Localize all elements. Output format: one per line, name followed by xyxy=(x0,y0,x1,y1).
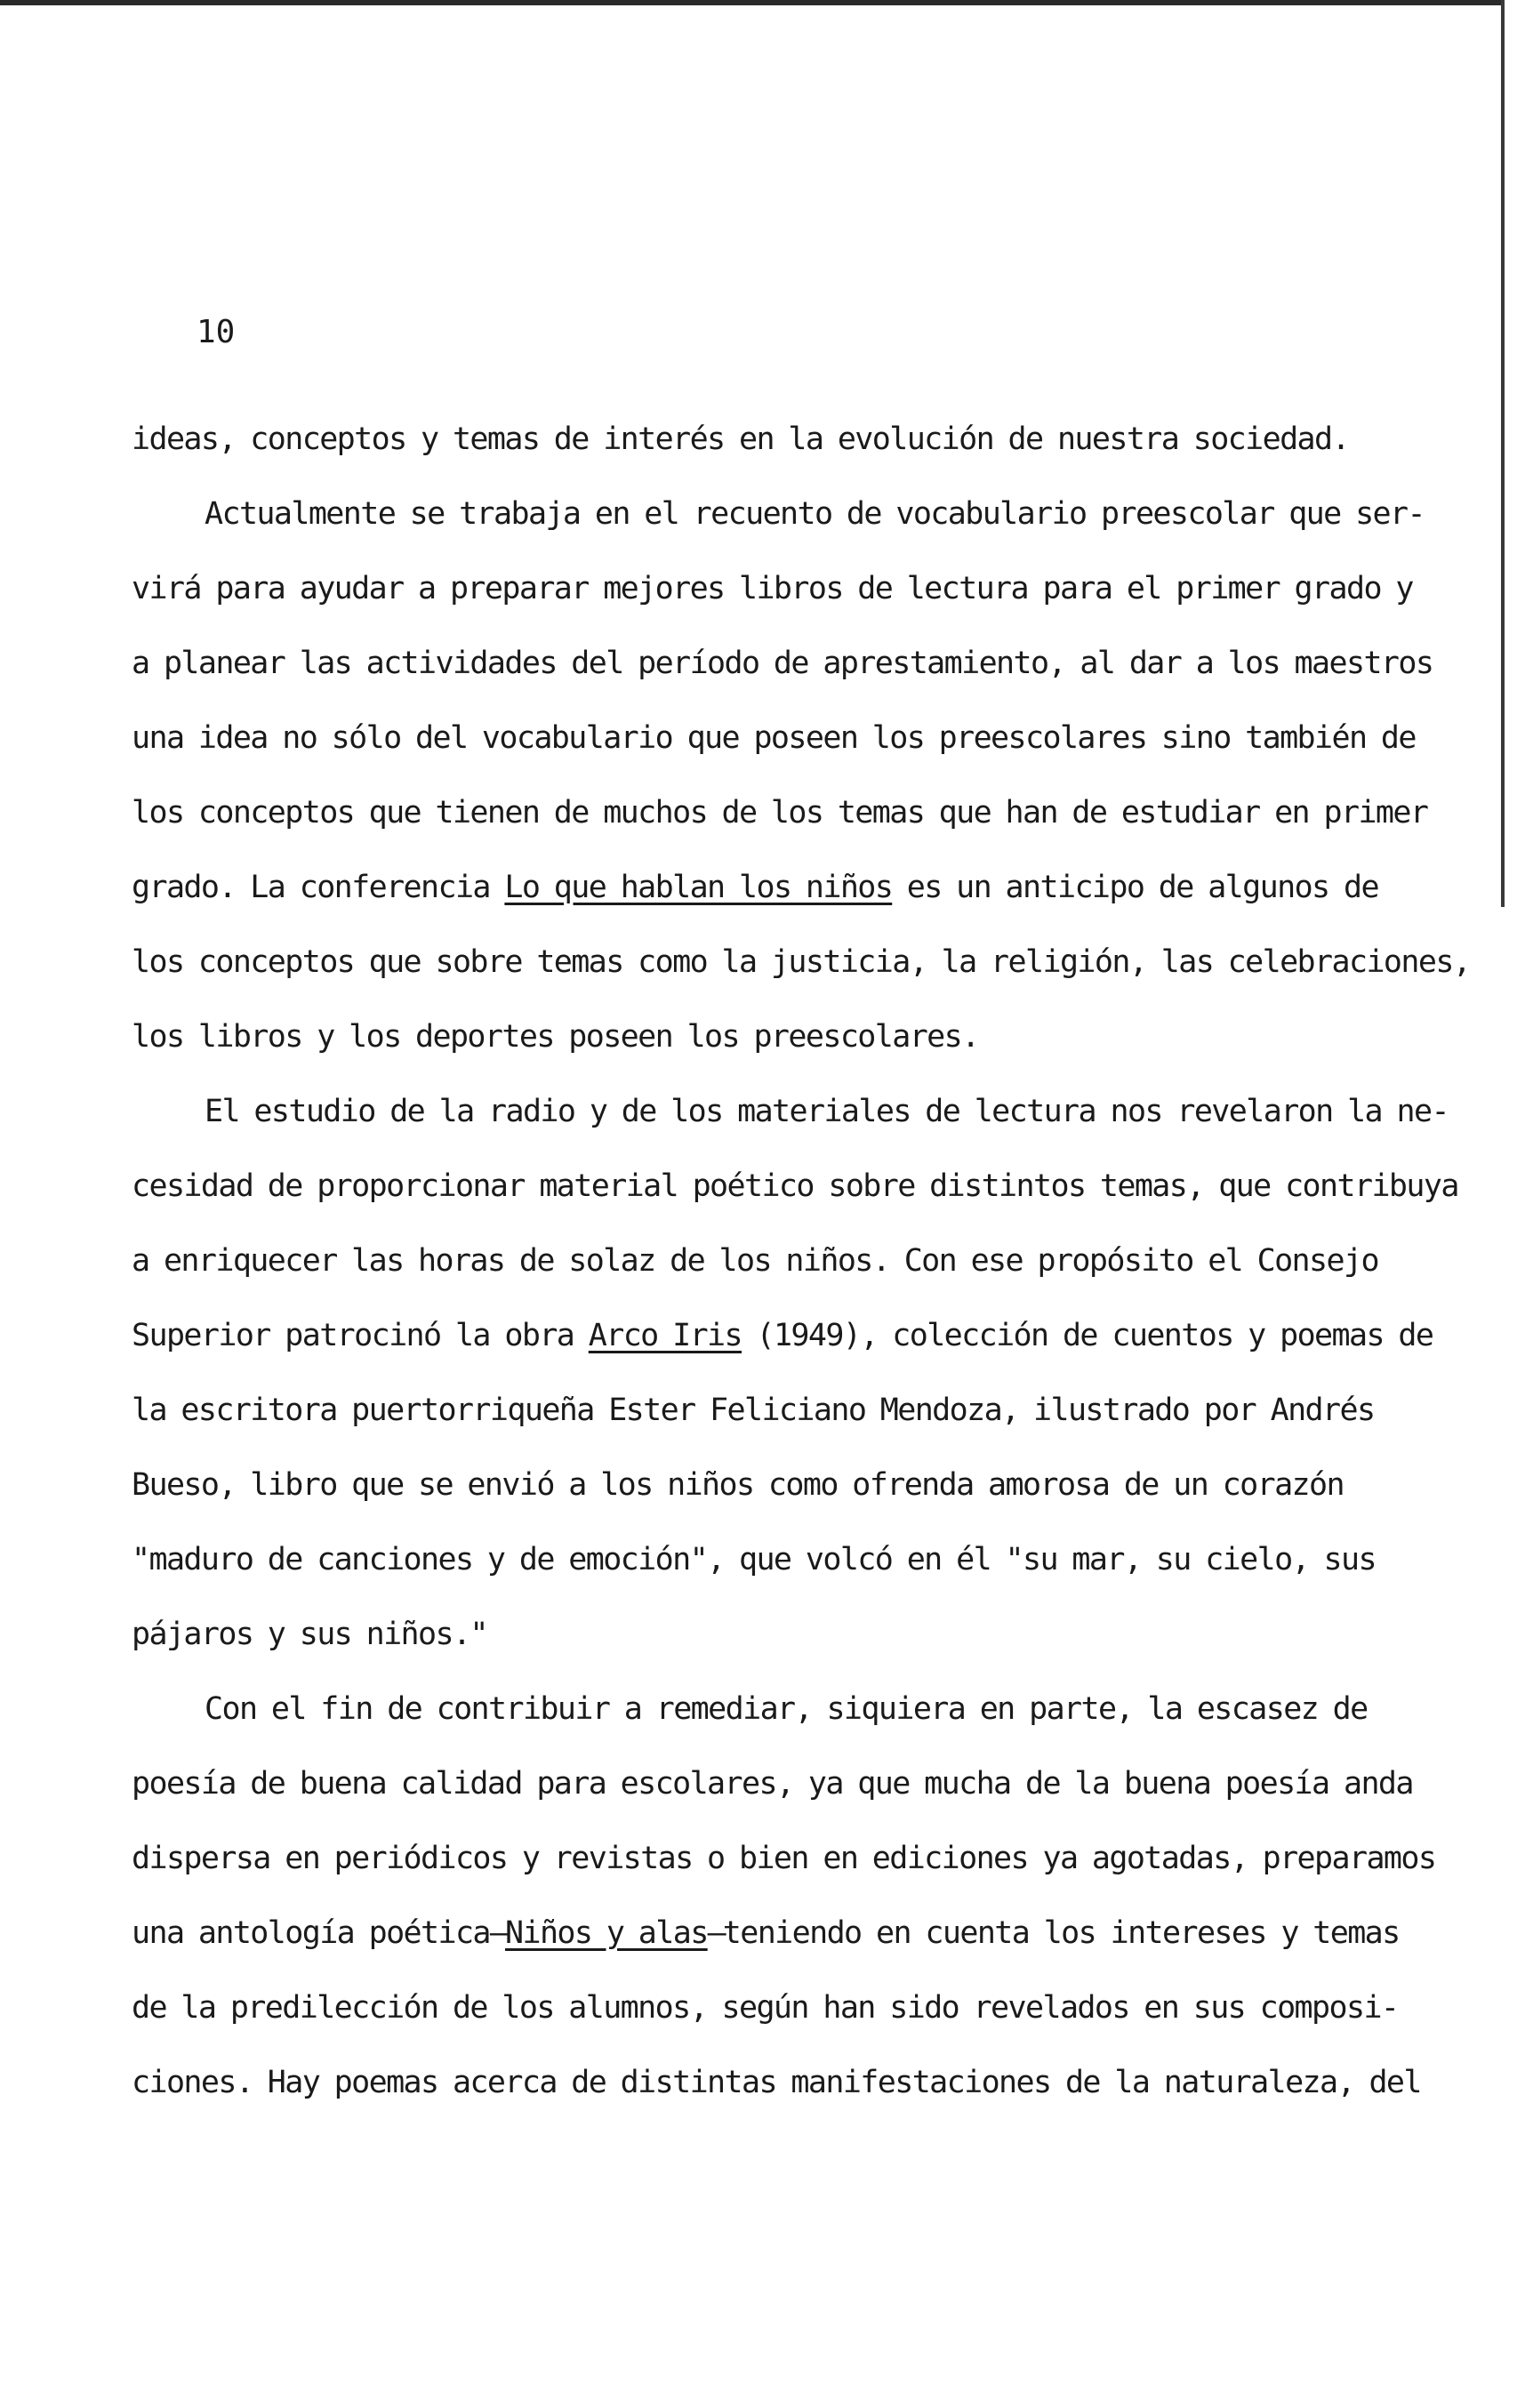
text-line: a planear las actividades del período de aprestamiento, al dar a los maestros xyxy=(132,646,1433,681)
text-line: los conceptos que tienen de muchos de los temas que han de estudiar en primer xyxy=(132,795,1428,831)
text-line: Bueso, libro que se envió a los niños como ofrenda amorosa de un corazón xyxy=(132,1467,1344,1503)
text-line: una idea no sólo del vocabulario que poseen los preescolares sino también de xyxy=(132,720,1416,756)
text-line: ideas, conceptos y temas de interés en la evolución de nuestra sociedad. xyxy=(132,421,1349,457)
text-line: Superior patrocinó la obra Arco Iris (1949), colección de cuentos y poemas de xyxy=(132,1318,1433,1353)
scan-right-border xyxy=(1501,0,1505,907)
text-line: a enriquecer las horas de solaz de los niños. Con ese propósito el Consejo xyxy=(132,1243,1378,1279)
text-line: poesía de buena calidad para escolares, ya que mucha de la buena poesía anda xyxy=(132,1766,1413,1802)
scan-top-border xyxy=(0,0,1503,5)
text-line: los libros y los deportes poseen los preescolares. xyxy=(132,1019,979,1055)
text-line: pájaros y sus niños." xyxy=(132,1617,487,1652)
text-line: Actualmente se trabaja en el recuento de vocabulario preescolar que ser- xyxy=(205,496,1425,532)
text-line: ciones. Hay poemas acerca de distintas manifestaciones de la naturaleza, del xyxy=(132,2065,1421,2100)
text-line: una antología poética—Niños y alas—teniendo en cuenta los intereses y temas xyxy=(132,1915,1400,1951)
text-line: El estudio de la radio y de los materiales de lectura nos revelaron la ne- xyxy=(205,1094,1449,1129)
underlined-title: Arco Iris xyxy=(588,1318,742,1353)
text-line: la escritora puertorriqueña Ester Feliciano Mendoza, ilustrado por Andrés xyxy=(132,1393,1375,1428)
text-line: dispersa en periódicos y revistas o bien en ediciones ya agotadas, preparamos xyxy=(132,1841,1436,1876)
body-text xyxy=(132,402,1471,2120)
text-line: cesidad de proporcionar material poético sobre distintos temas, que contribuya xyxy=(132,1168,1458,1204)
underlined-title: Niños y alas xyxy=(505,1915,708,1951)
text-line: los conceptos que sobre temas como la justicia, la religión, las celebraciones, xyxy=(132,944,1471,980)
text-line: "maduro de canciones y de emoción", que volcó en él "su mar, su cielo, sus xyxy=(132,1542,1376,1577)
text-line: virá para ayudar a preparar mejores libros de lectura para el primer grado y xyxy=(132,571,1413,606)
text-line: Con el fin de contribuir a remediar, siquiera en parte, la escasez de xyxy=(205,1691,1368,1727)
text-line: de la predilección de los alumnos, según han sido revelados en sus composi- xyxy=(132,1990,1399,2026)
underlined-title: Lo que hablan los niños xyxy=(504,870,893,905)
text-line: grado. La conferencia Lo que hablan los niños es un anticipo de algunos de xyxy=(132,870,1378,905)
page-number: 10 xyxy=(197,314,236,350)
